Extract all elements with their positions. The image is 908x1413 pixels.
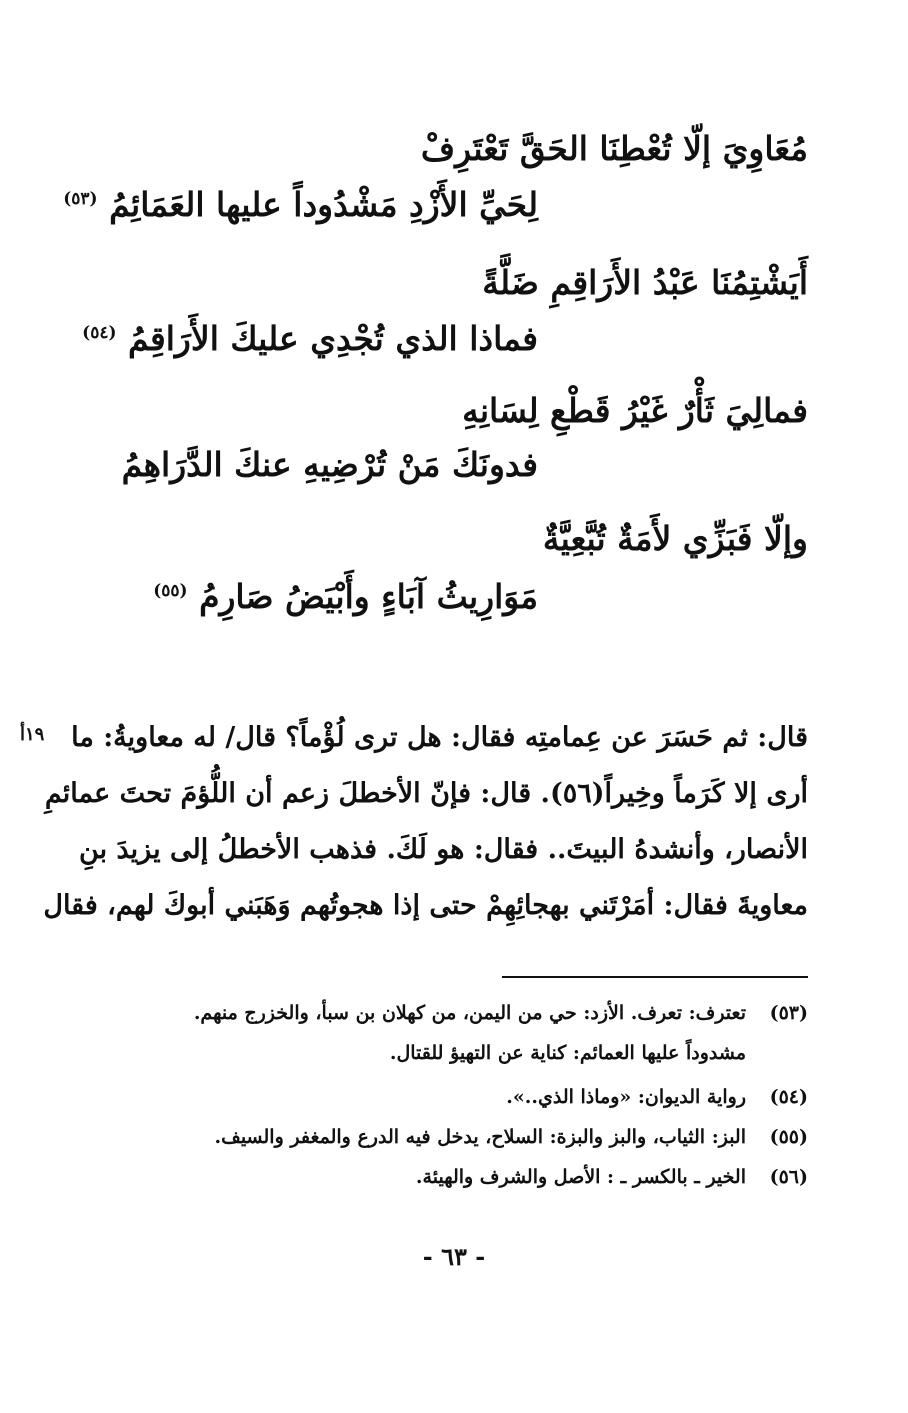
footnote-ref-55: (٥٥) — [153, 581, 188, 601]
footnote-ref-54: (٥٤) — [82, 323, 117, 343]
page-number: - ٦٣ - — [422, 1242, 486, 1271]
footnote-55 — [88, 1128, 808, 1147]
footnote-separator — [502, 976, 808, 978]
footnote-number: (٥٦) — [769, 1166, 808, 1188]
footnote-text: الخير ـ بالكسر ـ : الأصل والشرف والهيئة. — [415, 1166, 746, 1188]
prose-line-1: قال: ثم حَسَرَ عن عِمامتِه فقال: هل ترى لُؤْماً؟ قال/ له معاويةُ: ما — [71, 722, 808, 753]
footnote-ref-53: (٥٣) — [63, 189, 98, 209]
footnote-text: البز: الثياب، والبز والبزة: السلاح، يدخل فيه الدرع والمغفر والسيف. — [214, 1126, 746, 1148]
verse-2-second-hemistich — [82, 319, 538, 358]
footnote-number: (٥٤) — [769, 1086, 808, 1108]
footnote-53-continuation: مشدوداً عليها العمائم: كناية عن التهيؤ للقتال. — [389, 1042, 746, 1064]
prose-line-4: معاويةَ فقال: أمَرْتَني بهجائِهِمْ حتى إذا هجوتُهم وَهَبَني أبوكَ لهم، فقال — [43, 890, 808, 921]
verse-3-second-text: فدونَكَ مَنْ تُرْضِيهِ عنكَ الدَّرَاهِمُ — [121, 445, 538, 484]
footnote-54 — [88, 1088, 808, 1107]
verse-2-first-hemistich: أَيَشْتِمُنَا عَبْدُ الأَرَاقِمِ ضَلَّةً — [482, 263, 808, 302]
verse-4-second-text: مَوَارِيثُ آبَاءٍ وأَبْيَضُ صَارِمُ — [199, 577, 538, 616]
footnote-text: رواية الديوان: «وماذا الذي..». — [506, 1086, 746, 1108]
verse-1-second-text: لِحَيِّ الأَزْدِ مَشْدُوداً عليها العَمَائِمُ — [109, 185, 538, 224]
footnote-number: (٥٥) — [769, 1126, 808, 1148]
prose-line-3: الأنصار، وأنشدهُ البيتَ.. فقال: هو لَكَ. فذهب الأخطلُ إلى يزيدَ بنِ — [79, 834, 808, 865]
verse-4-first-hemistich: وإلّا فَبَزِّي لأَمَةٌ تُبَّعِيَّةٌ — [542, 519, 808, 558]
manuscript-folio-note: ١٩أ — [20, 724, 45, 745]
prose-line-2: أرى إلا كَرَماً وخِيراً(٥٦). قال: فإنّ الأخطلَ زعم أن اللُّؤمَ تحتَ عمائمِ — [44, 778, 808, 809]
footnote-number: (٥٣) — [769, 1002, 808, 1024]
verse-1-first-hemistich: مُعَاوِيَ إلّا تُعْطِنَا الحَقَّ تَعْتَرِفْ — [420, 129, 808, 168]
footnote-53 — [88, 1004, 808, 1023]
verse-3-first-hemistich: فمالِيَ ثَأْرٌ غَيْرُ قَطْعِ لِسَانِهِ — [462, 391, 808, 430]
verse-2-second-text: فماذا الذي تُجْدِي عليكَ الأَرَاقِمُ — [128, 319, 538, 358]
footnote-text: تعترف: تعرف. الأزد: حي من اليمن، من كهلان بن سبأ، والخزرج منهم. — [193, 1002, 746, 1024]
footnote-56 — [88, 1168, 808, 1187]
verse-4-second-hemistich — [153, 577, 538, 616]
verse-1-second-hemistich — [63, 185, 538, 224]
verse-3-second-hemistich — [121, 445, 538, 484]
